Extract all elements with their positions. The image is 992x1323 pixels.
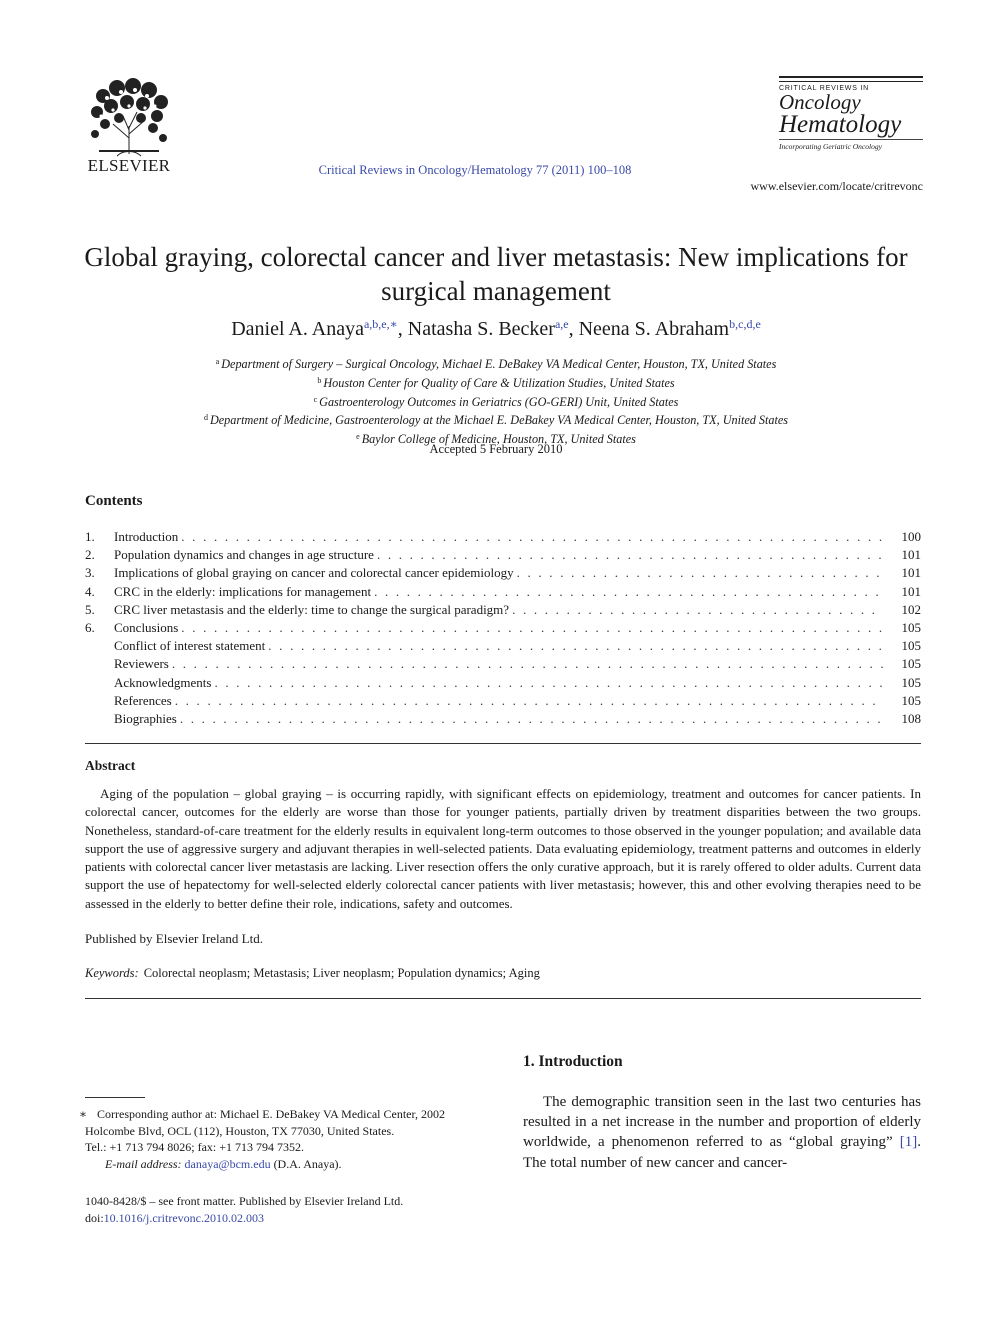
journal-logo xyxy=(779,76,923,151)
journal-logo-small-caps: CRITICAL REVIEWS IN xyxy=(779,85,870,92)
email-owner: (D.A. Anaya). xyxy=(273,1156,342,1171)
toc-page: 102 xyxy=(901,601,921,617)
toc-leader xyxy=(181,529,883,545)
doi-prefix: doi: xyxy=(85,1210,104,1225)
affiliation-mark: d xyxy=(203,413,208,423)
affiliation-item xyxy=(60,373,932,392)
elsevier-wordmark: ELSEVIER xyxy=(87,156,171,175)
citation-link[interactable]: [1] xyxy=(899,1134,918,1151)
author-affiliation-marks[interactable]: a,e xyxy=(554,317,569,331)
toc-page: 101 xyxy=(901,565,921,581)
toc-title: References xyxy=(114,692,172,708)
journal-logo-tagline: Incorporating Geriatric Oncology xyxy=(779,139,923,151)
toc-leader xyxy=(374,584,883,600)
table-of-contents xyxy=(85,529,921,729)
keywords-label: Keywords: xyxy=(85,966,139,980)
toc-item[interactable] xyxy=(85,620,921,638)
issn-line: 1040-8428/$ – see front matter. Published by Elsevier Ireland Ltd. xyxy=(85,1194,404,1208)
introduction-paragraph xyxy=(523,1092,921,1173)
toc-leader xyxy=(517,565,883,581)
toc-page: 105 xyxy=(901,619,921,635)
divider xyxy=(85,743,921,744)
affiliation-text: Baylor College of Medicine, Houston, TX, United States xyxy=(361,432,636,447)
affiliation-text: Gastroenterology Outcomes in Geriatrics (GO-GERI) Unit, United States xyxy=(319,394,679,409)
author-affiliation-marks[interactable]: b,c,d,e xyxy=(729,317,761,331)
journal-citation-link[interactable]: Critical Reviews in Oncology/Hematology 77 (2011) 100–108 xyxy=(318,163,632,177)
toc-leader xyxy=(181,620,883,636)
toc-page: 100 xyxy=(901,529,921,544)
toc-number: 6. xyxy=(85,619,95,635)
keywords xyxy=(85,966,540,981)
divider xyxy=(85,998,921,999)
journal-url-link[interactable]: www.elsevier.com/locate/critrevonc xyxy=(750,179,923,193)
toc-item[interactable] xyxy=(85,711,921,729)
affiliation-mark: a xyxy=(215,357,220,366)
affiliation-text: Department of Medicine, Gastroenterology at the Michael E. DeBakey VA Medical Center, Houston, TX, United States xyxy=(209,413,789,428)
author-list xyxy=(60,317,932,341)
toc-title: Conflict of interest statement xyxy=(114,638,266,654)
toc-leader xyxy=(377,547,883,563)
toc-title: Introduction xyxy=(114,529,179,544)
author-separator: , xyxy=(568,318,579,340)
journal-logo-oncology: Oncology xyxy=(779,90,861,114)
toc-page: 105 xyxy=(901,656,921,672)
affiliation-mark: e xyxy=(356,432,360,442)
affiliation-text: Department of Surgery – Surgical Oncology, Michael E. DeBakey VA Medical Center, Houston, TX, United States xyxy=(221,357,777,371)
intro-text-part: The demographic transition seen in the last two centuries has resulted in a net increase in the number and proportion of elderly worldwide, a phenomenon referred to as “global graying” xyxy=(523,1094,921,1151)
toc-leader xyxy=(512,602,883,618)
introduction-body xyxy=(523,1092,921,1173)
toc-leader xyxy=(268,638,883,654)
author-separator: , xyxy=(397,318,408,340)
toc-item[interactable] xyxy=(85,529,921,547)
toc-leader xyxy=(175,693,883,709)
toc-leader xyxy=(172,656,883,672)
published-by: Published by Elsevier Ireland Ltd. xyxy=(85,931,263,946)
issn-doi-block xyxy=(85,1193,403,1226)
toc-title: Reviewers xyxy=(114,656,169,672)
toc-item[interactable] xyxy=(85,656,921,674)
affiliations xyxy=(60,354,932,448)
affiliation-item xyxy=(60,410,932,429)
introduction-heading: 1. Introduction xyxy=(523,1053,623,1070)
keywords-text: Colorectal neoplasm; Metastasis; Liver neoplasm; Population dynamics; Aging xyxy=(143,966,540,980)
toc-page: 105 xyxy=(901,638,921,654)
footnote-address-text: Corresponding author at: Michael E. DeBakey VA Medical Center, 2002 Holcombe Blvd, OCL (112), Houston, TX 77030, United States. xyxy=(85,1107,445,1138)
footnote-email xyxy=(85,1156,485,1173)
toc-number: 3. xyxy=(85,565,95,581)
toc-page: 101 xyxy=(901,583,921,599)
abstract-paragraph: Aging of the population – global graying – is occurring rapidly, with significant effects on epidemiology, treatment and outcomes for cancer patients. In colorectal cancer, outcomes for the elderly are worse than those for younger patients, partially driven by treatment disparities between the two groups. Nonetheless, standard-of-care treatment for the elderly results in equivalent long-term outcomes to those observed in the younger population; and available data support the use of aggressive surgery and adjuvant therapies in well-selected patients. Data evaluating epidemiology, treatment patterns and outcomes in elderly patients with colorectal cancer liver metastasis are lacking. Liver resection offers the only curative approach, but it is rarely offered to older adults. Current data support the use of hepatectomy for well-selected elderly colorectal cancer patients with liver metastasis; however, this and other evolving therapies need to be assessed in the elderly to better define their role, indications, safety and outcomes. xyxy=(85,786,921,911)
author-name: Daniel A. Anaya xyxy=(231,318,364,340)
abstract-body xyxy=(85,785,921,913)
toc-number: 5. xyxy=(85,601,95,617)
footnote-mark: ∗ xyxy=(78,1107,88,1121)
paper-title: Global graying, colorectal cancer and liver metastasis: New implications for surgical management xyxy=(84,242,908,306)
toc-item[interactable] xyxy=(85,584,921,602)
author-affiliation-marks[interactable]: a,b,e,∗ xyxy=(363,317,398,331)
email-link[interactable]: danaya@bcm.edu xyxy=(184,1156,271,1171)
accepted-date: Accepted 5 February 2010 xyxy=(429,442,563,456)
toc-title: Acknowledgments xyxy=(114,674,212,690)
affiliation-mark: c xyxy=(313,394,318,404)
toc-page: 108 xyxy=(901,710,921,726)
contents-heading: Contents xyxy=(85,493,143,509)
toc-page: 101 xyxy=(901,547,921,563)
toc-page: 105 xyxy=(901,692,921,708)
toc-title: Population dynamics and changes in age structure xyxy=(114,547,374,563)
toc-title: CRC liver metastasis and the elderly: time to change the surgical paradigm? xyxy=(114,601,510,617)
abstract-heading: Abstract xyxy=(85,758,136,773)
doi-line xyxy=(85,1210,403,1227)
toc-item[interactable] xyxy=(85,675,921,693)
toc-number: 2. xyxy=(85,547,95,563)
toc-item[interactable] xyxy=(85,602,921,620)
toc-title: Conclusions xyxy=(114,619,179,635)
footnote-phone: Tel.: +1 713 794 8026; fax: +1 713 794 7352. xyxy=(85,1140,305,1154)
toc-item[interactable] xyxy=(85,565,921,583)
toc-number: 1. xyxy=(85,529,95,544)
author-name: Natasha S. Becker xyxy=(407,318,555,340)
toc-leader xyxy=(214,675,883,691)
toc-leader xyxy=(180,711,883,727)
affiliation-mark: b xyxy=(317,375,322,385)
journal-logo-hematology: Hematology xyxy=(779,111,902,138)
affiliation-item xyxy=(60,354,932,373)
toc-title: Biographies xyxy=(114,710,177,726)
toc-item[interactable] xyxy=(85,693,921,711)
email-label: E-mail address: xyxy=(105,1156,182,1171)
doi-link[interactable]: 10.1016/j.critrevonc.2010.02.003 xyxy=(103,1210,264,1225)
author-name: Neena S. Abraham xyxy=(578,318,730,340)
affiliation-item xyxy=(60,392,932,411)
footnote-address xyxy=(78,1106,485,1139)
toc-title: Implications of global graying on cancer and colorectal cancer epidemiology xyxy=(114,565,514,581)
toc-item[interactable] xyxy=(85,638,921,656)
toc-number: 4. xyxy=(85,583,95,599)
intro-text-part: . The total number of new cancer and cancer- xyxy=(523,1134,921,1171)
toc-page: 105 xyxy=(901,674,921,690)
toc-title: CRC in the elderly: implications for management xyxy=(114,583,372,599)
footnote-divider xyxy=(85,1097,145,1098)
toc-item[interactable] xyxy=(85,547,921,565)
corresponding-author-footnote xyxy=(78,1106,485,1172)
affiliation-text: Houston Center for Quality of Care & Utilization Studies, United States xyxy=(323,375,675,390)
